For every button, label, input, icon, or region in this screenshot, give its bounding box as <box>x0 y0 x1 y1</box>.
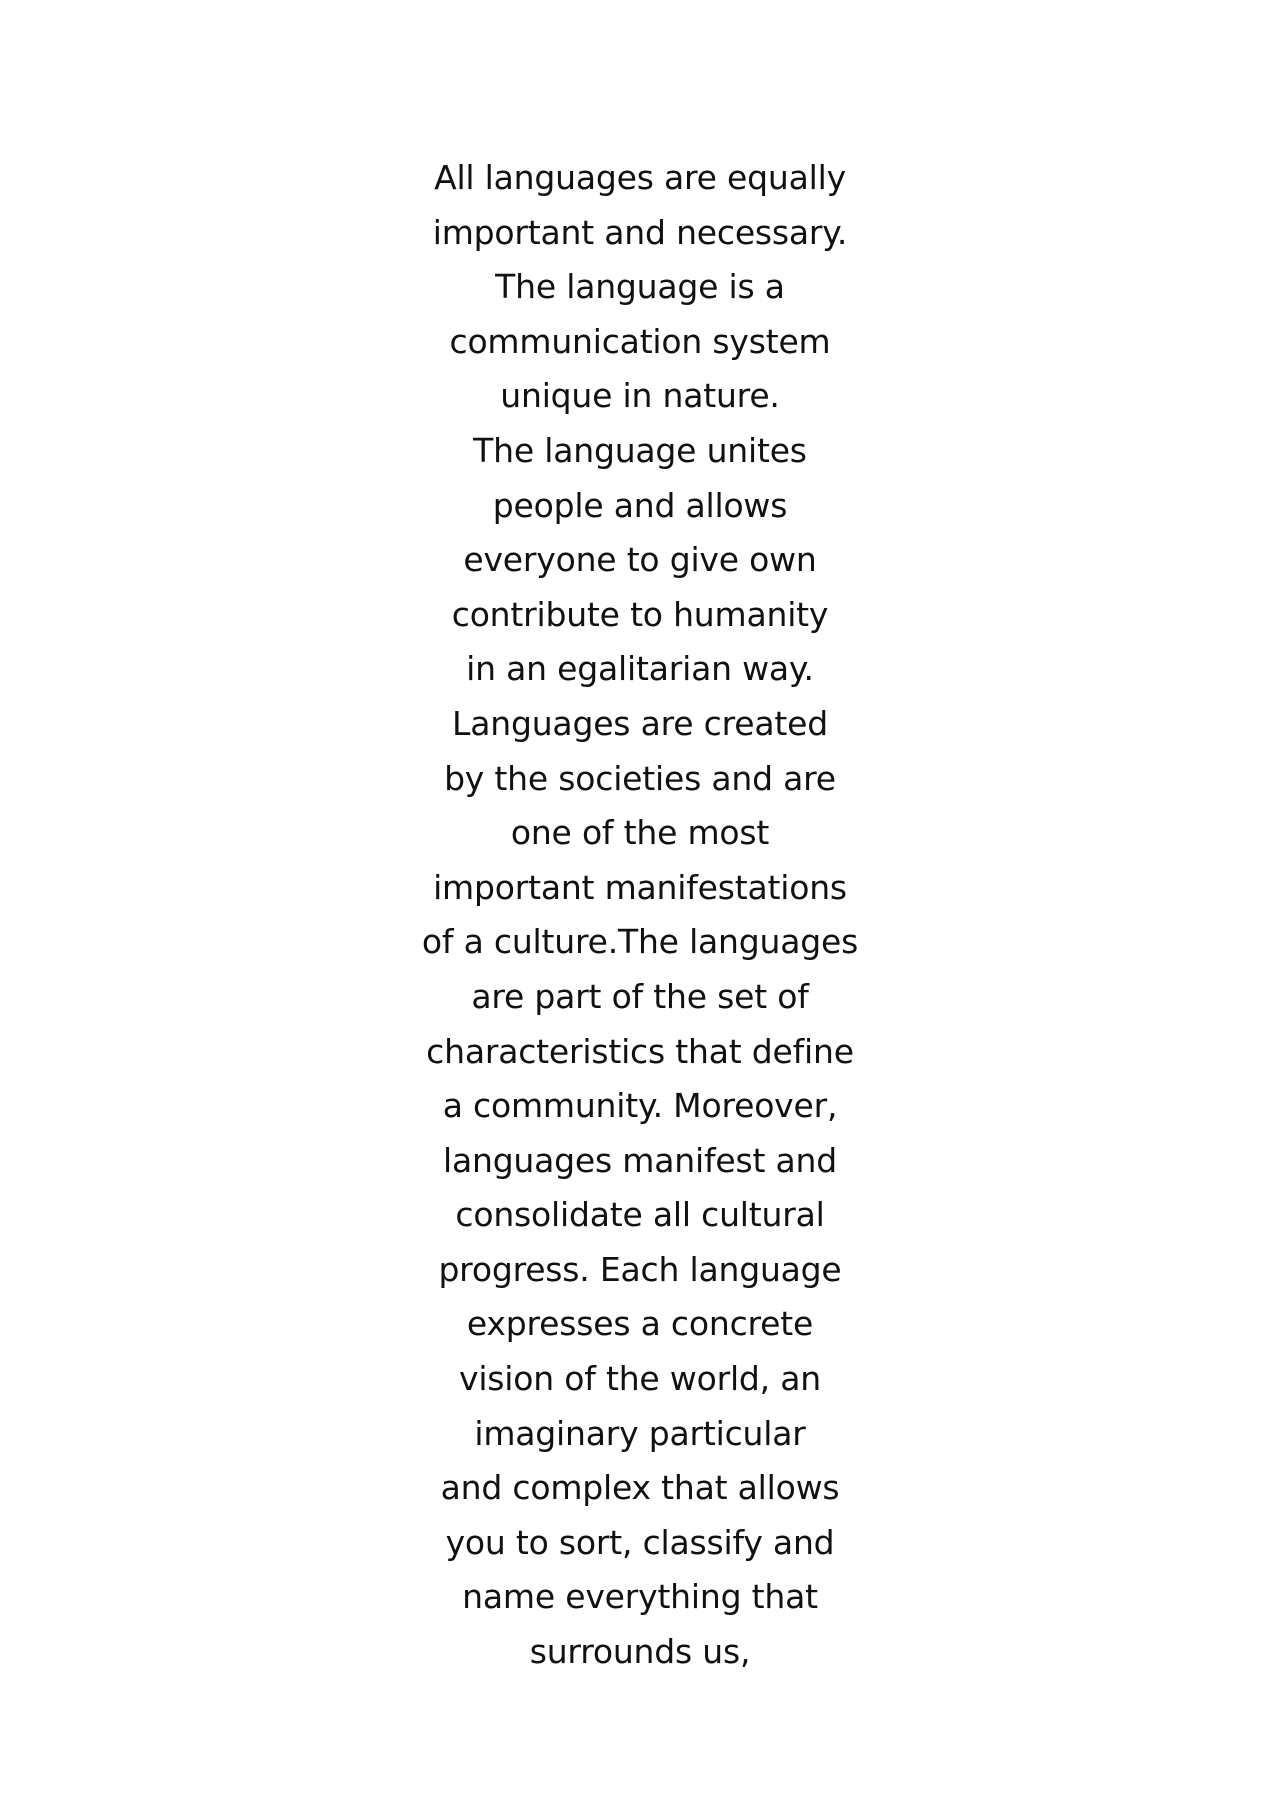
text-line: All languages are equally <box>434 158 846 197</box>
text-line: vision of the world, an <box>459 1359 821 1399</box>
text-line: progress. Each language <box>438 1249 842 1289</box>
text-line: everyone to give own <box>463 540 817 580</box>
text-line: you to sort, classify and <box>445 1522 835 1562</box>
text-line: expresses a concrete <box>466 1304 814 1344</box>
text-line: are part of the set of <box>471 976 809 1016</box>
text-line: important manifestations <box>433 867 847 907</box>
text-line: Languages are created <box>452 703 828 743</box>
text-line: important and necessary. <box>432 212 848 252</box>
text-line: consolidate all cultural <box>455 1195 825 1235</box>
text-line: and complex that allows <box>440 1468 840 1508</box>
text-line: The language is a <box>495 267 785 307</box>
text-line: surrounds us, <box>529 1632 751 1672</box>
text-line: a community. Moreover, <box>442 1086 838 1126</box>
text-line: by the societies and are <box>444 758 836 798</box>
text-line: contribute to humanity <box>451 594 829 634</box>
text-line: of a culture.The languages <box>421 922 859 962</box>
text-line: name everything that <box>462 1577 818 1617</box>
text-line: communication system <box>449 321 831 361</box>
body-text <box>340 151 940 1680</box>
text-line: in an egalitarian way. <box>466 649 814 689</box>
text-line: one of the most <box>510 813 770 853</box>
text-line: unique in nature. <box>500 376 780 416</box>
text-line: people and allows <box>492 485 788 525</box>
text-line: imaginary particular <box>474 1413 806 1453</box>
text-line: characteristics that define <box>426 1031 854 1071</box>
text-line: languages manifest and <box>442 1140 837 1180</box>
text-line: The language unites <box>473 430 807 470</box>
